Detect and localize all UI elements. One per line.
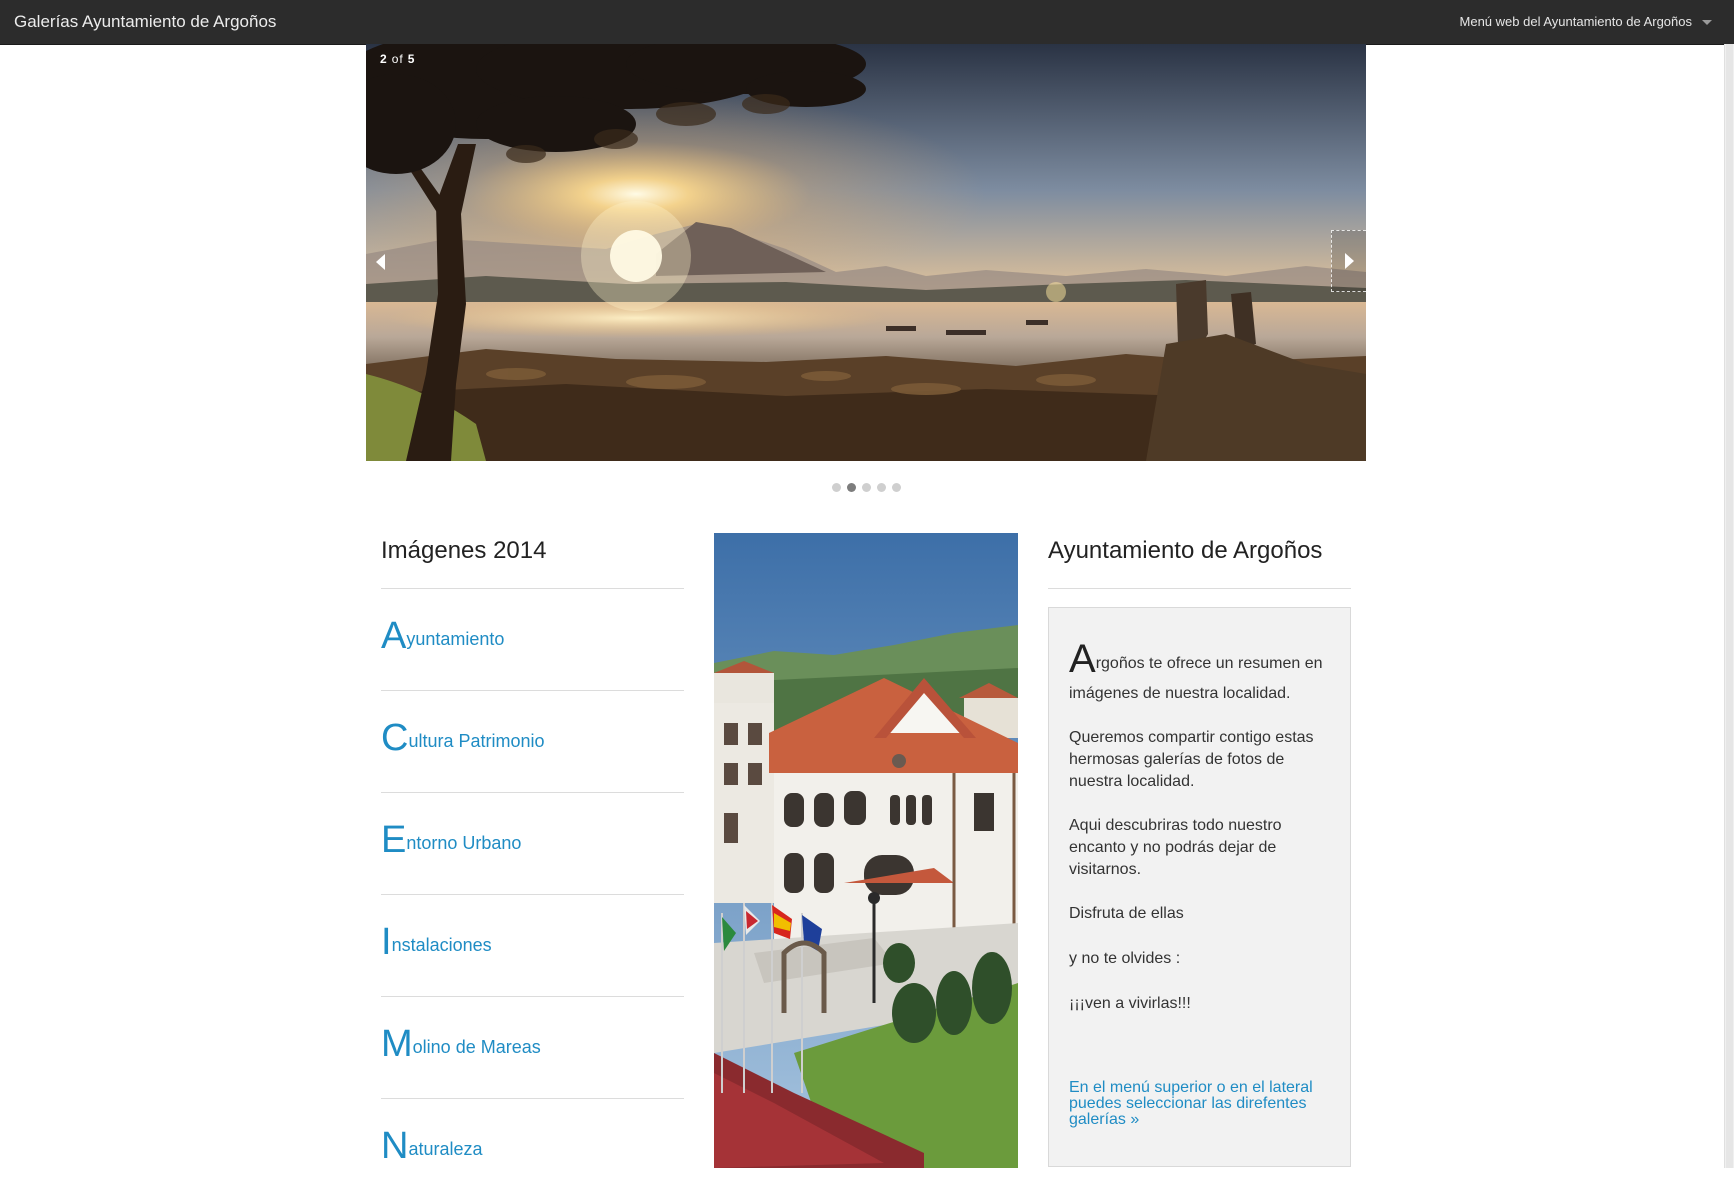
gallery-label: ntorno Urbano <box>406 833 522 853</box>
info-paragraph: Disfruta de ellas <box>1069 905 1184 922</box>
brand-title[interactable]: Galerías Ayuntamiento de Argoños <box>14 12 277 31</box>
slider-pagination <box>832 479 907 489</box>
slider-dot[interactable] <box>877 483 886 492</box>
slide-of-label: of <box>391 52 404 66</box>
town-hall-image <box>714 533 1018 1168</box>
chevron-down-icon <box>1702 20 1712 25</box>
slider-dot[interactable] <box>862 483 871 492</box>
gallery-label: yuntamiento <box>406 629 505 649</box>
gallery-label: nstalaciones <box>391 935 492 955</box>
slider-dot[interactable] <box>832 483 841 492</box>
slider-prev-button[interactable] <box>366 230 394 290</box>
info-paragraph: ¡¡¡ven a vivirlas!!! <box>1069 995 1191 1012</box>
slide-current: 2 <box>380 52 388 66</box>
slider-dot-active[interactable] <box>847 483 856 492</box>
gallery-label: olino de Mareas <box>412 1037 541 1057</box>
site-menu-label: Menú web del Ayuntamiento de Argoños <box>1459 14 1692 29</box>
top-navbar <box>0 0 1734 45</box>
sunset-lake-photo <box>366 44 1366 461</box>
gallery-initial: I <box>381 921 392 963</box>
galleries-column <box>381 533 684 1200</box>
gallery-initial: N <box>381 1125 409 1167</box>
scrollbar-thumb[interactable] <box>1726 44 1733 1168</box>
gallery-link-entorno-urbano[interactable] <box>381 793 684 895</box>
gallery-initial: A <box>381 615 407 657</box>
select-galleries-link[interactable]: En el menú superior o en el lateral puedes seleccionar las direfentes galerías » <box>1069 1079 1313 1128</box>
gallery-link-instalaciones[interactable] <box>381 895 684 997</box>
slider-next-button[interactable] <box>1331 230 1366 292</box>
gallery-link-molino-de-mareas[interactable] <box>381 997 684 1099</box>
image-slider <box>366 44 1366 461</box>
gallery-initial: E <box>381 819 407 861</box>
gallery-label: aturaleza <box>408 1139 483 1159</box>
info-paragraph: Queremos compartir contigo estas hermosas galerías de fotos de nuestra localidad. <box>1069 729 1314 790</box>
page-scrollbar[interactable] <box>1724 44 1734 1168</box>
gallery-link-cultura-patrimonio[interactable] <box>381 691 684 793</box>
gallery-link-ayuntamiento[interactable] <box>381 589 684 691</box>
slider-dot[interactable] <box>892 483 901 492</box>
info-intro <box>1069 637 1331 709</box>
info-paragraph: Aqui descubriras todo nuestro encanto y no podrás dejar de visitarnos. <box>1069 817 1282 878</box>
galleries-title: Imágenes 2014 <box>381 533 684 589</box>
gallery-label: ultura Patrimonio <box>408 731 545 751</box>
gallery-initial: C <box>381 717 409 759</box>
chevron-right-icon <box>1345 253 1354 269</box>
info-column <box>1048 533 1351 1128</box>
slide-total: 5 <box>407 52 416 66</box>
info-intro-text: rgoños te ofrece un resumen en imágenes de nuestra localidad. <box>1069 655 1323 702</box>
gallery-link-naturaleza[interactable] <box>381 1099 684 1200</box>
site-menu-dropdown[interactable] <box>1460 14 1712 29</box>
town-hall-photo <box>714 533 1018 1168</box>
gallery-initial: M <box>381 1023 413 1065</box>
info-title: Ayuntamiento de Argoños <box>1048 533 1351 589</box>
info-content <box>1069 637 1331 1015</box>
info-paragraph: y no te olvides : <box>1069 950 1181 967</box>
info-box <box>1048 607 1351 1167</box>
info-intro-initial: A <box>1069 637 1096 681</box>
chevron-left-icon <box>376 254 385 270</box>
slide-counter <box>380 52 415 66</box>
